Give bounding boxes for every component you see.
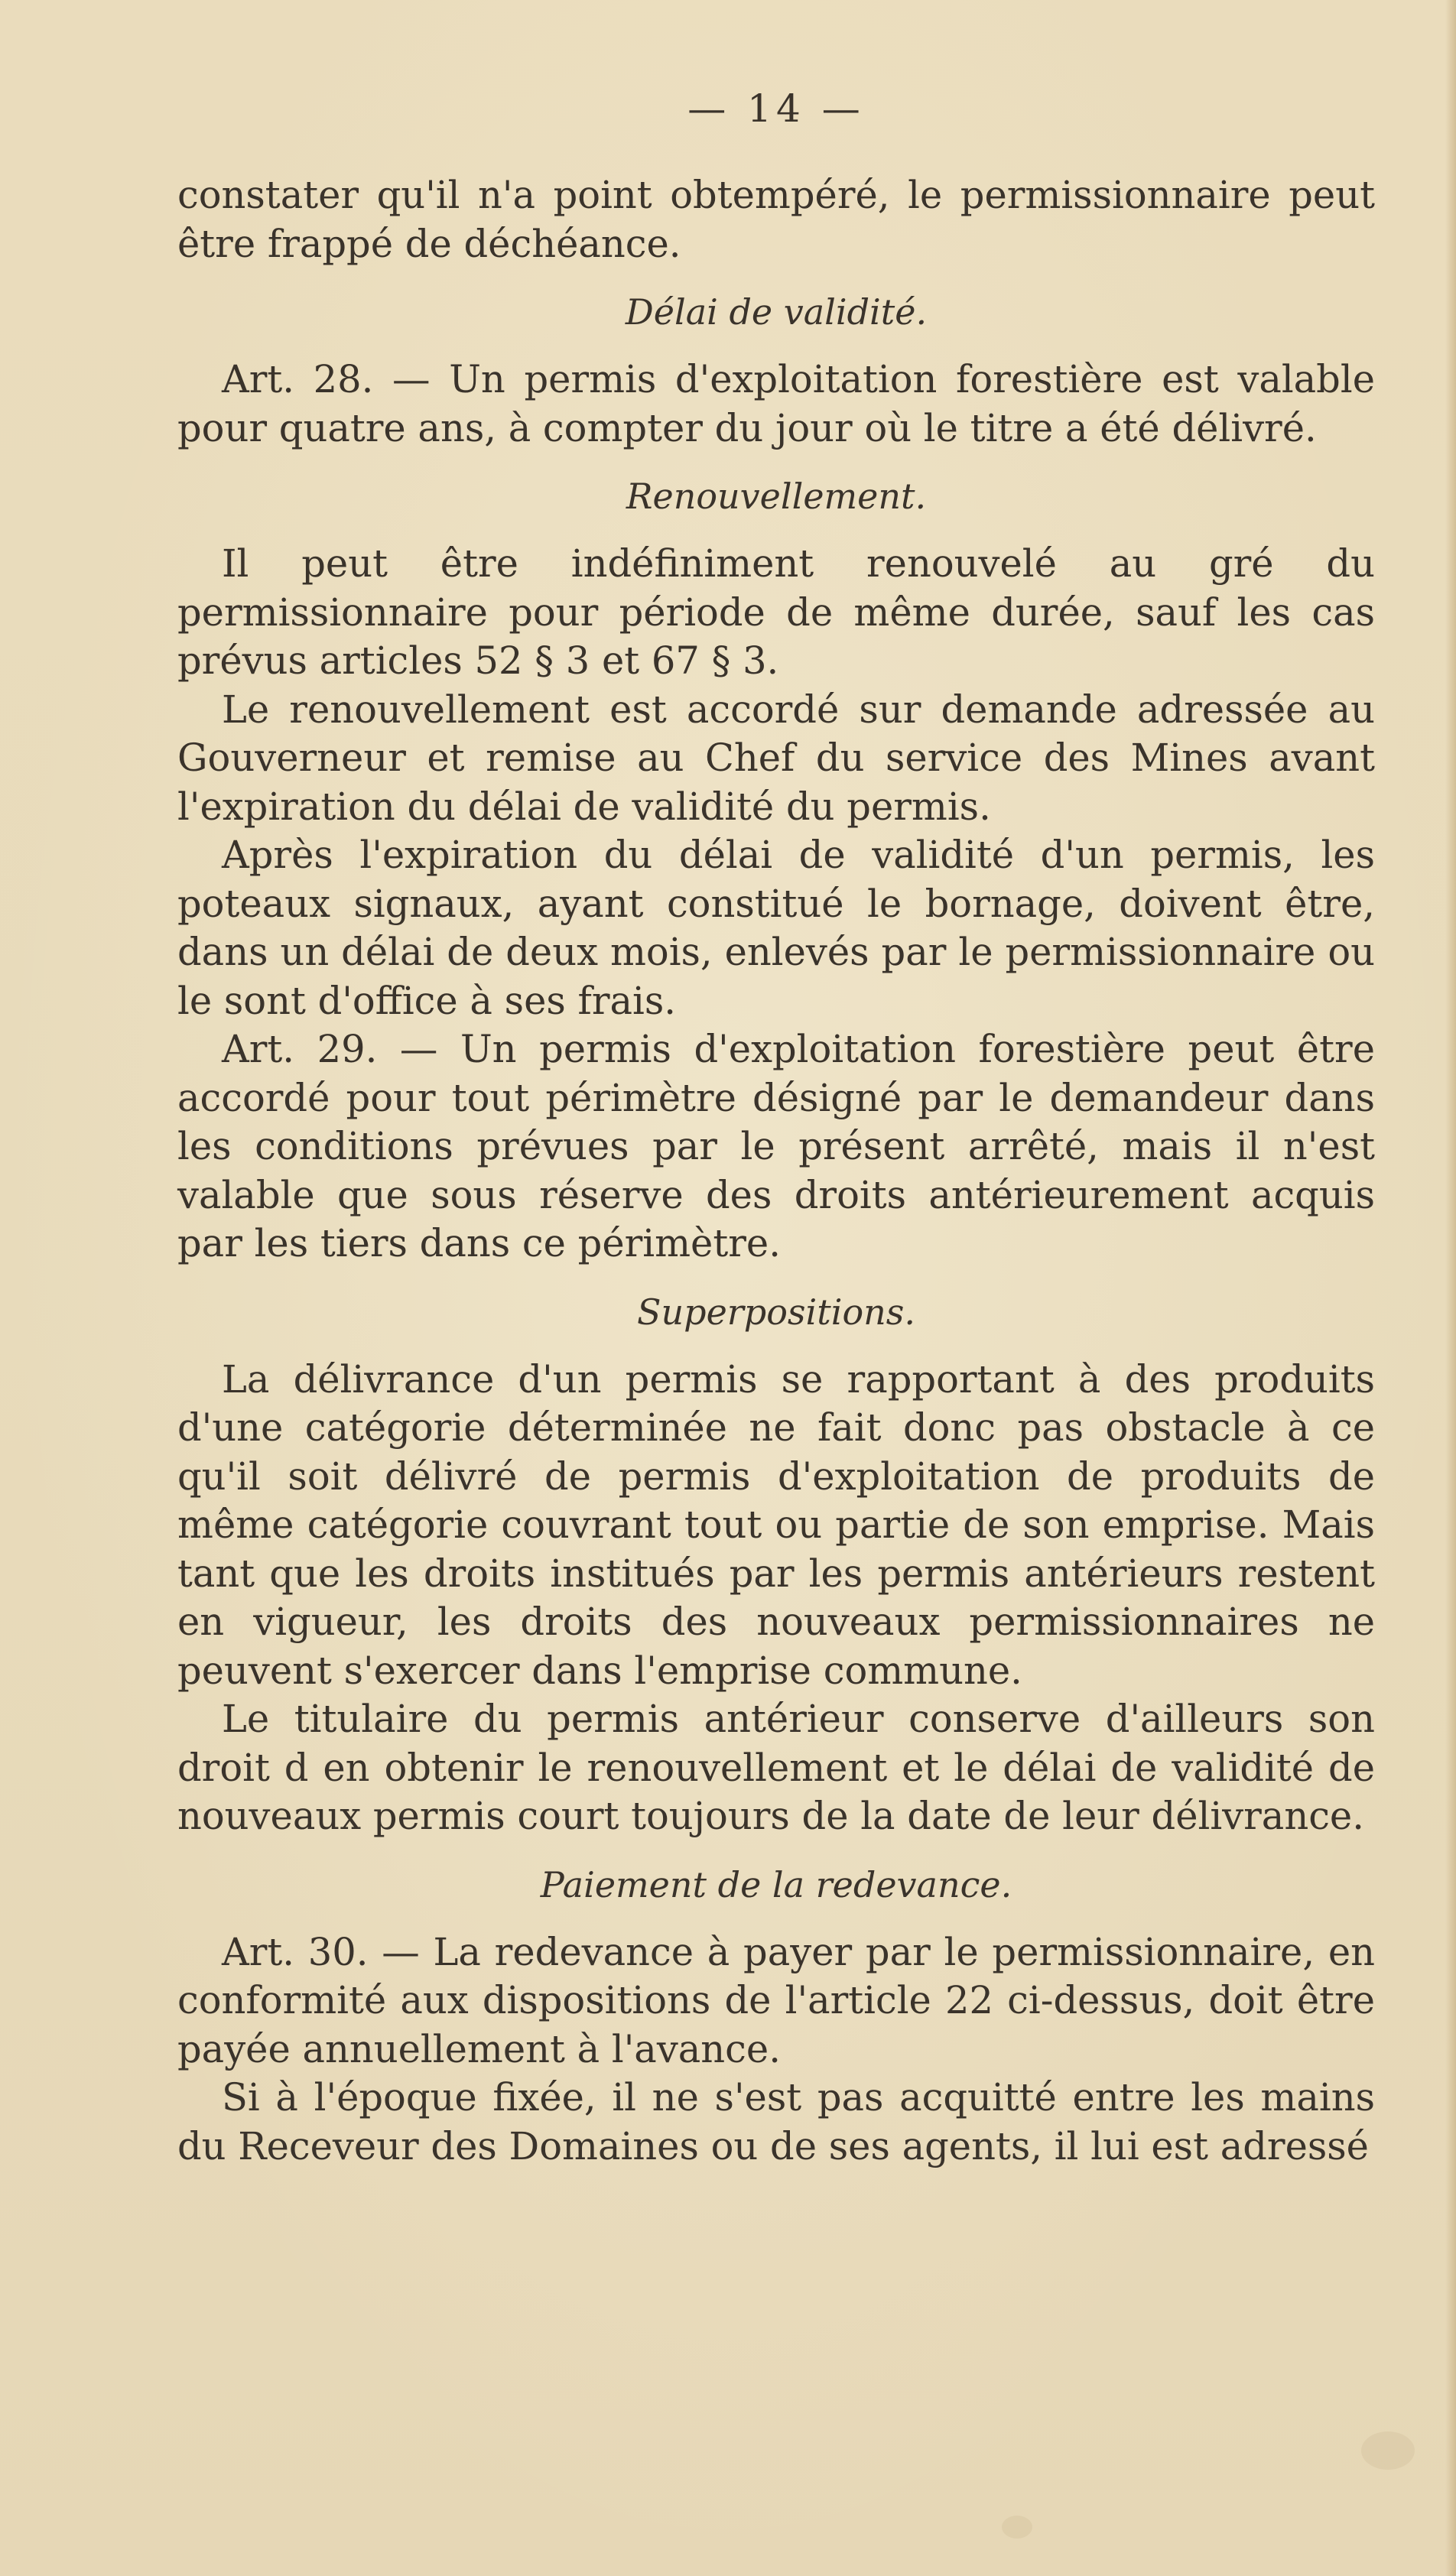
paragraph-poteaux-signaux: Après l'expiration du délai de validité d'un permis, les poteaux signaux, ayant constitué le bornage, doivent être, dans un délai de deux mois, enlevés par le permissionnaire ou le sont d'office à ses frais. — [177, 833, 1375, 1023]
paragraph-art-28: Art. 28. — Un permis d'exploitation forestière est valable pour quatre ans, à compter du jour où le titre a été délivré. — [177, 357, 1375, 450]
paragraph-art-30: Art. 30. — La redevance à payer par le permissionnaire, en conformité aux dispositions de l'article 22 ci-dessus, doit être payée annuellement à l'avance. — [177, 1929, 1375, 2071]
heading-renouvellement: Renouvellement. — [626, 476, 927, 517]
heading-delai-validite: Délai de validité. — [625, 291, 928, 333]
heading-paiement-redevance: Paiement de la redevance. — [540, 1863, 1012, 1905]
page-edge — [1445, 0, 1456, 2576]
paragraph-titulaire: Le titulaire du permis antérieur conserve d'ailleurs son droit d en obtenir le renouvellement et le délai de validité de nouveaux permis court toujours de la date de leur délivrance. — [177, 1697, 1375, 1838]
paragraph-renouvellement-duree: Il peut être indéfiniment renouvelé au gré du permissionnaire pour période de même durée, sauf les cas prévus articles 52 § 3 et 67 § 3. — [177, 541, 1375, 683]
page-content — [177, 86, 1375, 2171]
paper-stain — [1002, 2516, 1032, 2539]
page-number: — 14 — — [687, 86, 865, 131]
paper-stain — [1361, 2431, 1415, 2470]
paragraph-delivrance: La délivrance d'un permis se rapportant à des produits d'une catégorie déterminée ne fait donc pas obstacle à ce qu'il soit délivré de permis d'exploitation de produits de même catégorie couvrant tout ou partie de son emprise. Mais tant que les droits institués par les permis antérieurs restent en vigueur, les droits des nouveaux permissionnaires ne peuvent s'exercer dans l'emprise commune. — [177, 1356, 1375, 1693]
paragraph-epoque-fixee: Si à l'époque fixée, il ne s'est pas acquitté entre les mains du Receveur des Domaines ou de ses agents, il lui est adressé — [177, 2075, 1375, 2168]
heading-superpositions: Superpositions. — [636, 1291, 915, 1333]
paragraph-art-29: Art. 29. — Un permis d'exploitation forestière peut être accordé pour tout périmètre désigné par le demandeur dans les conditions prévues par le présent arrêté, mais il n'est valable que sous réserve des droits antérieurement acquis par les tiers dans ce périmètre. — [177, 1027, 1375, 1265]
paragraph-renouvellement-demande: Le renouvellement est accordé sur demande adressée au Gouverneur et remise au Chef du service des Mines avant l'expiration du délai de validité du permis. — [177, 687, 1375, 829]
text-body — [177, 171, 1375, 2171]
paragraph-decheance: constater qu'il n'a point obtempéré, le permissionnaire peut être frappé de déchéance. — [177, 173, 1375, 266]
